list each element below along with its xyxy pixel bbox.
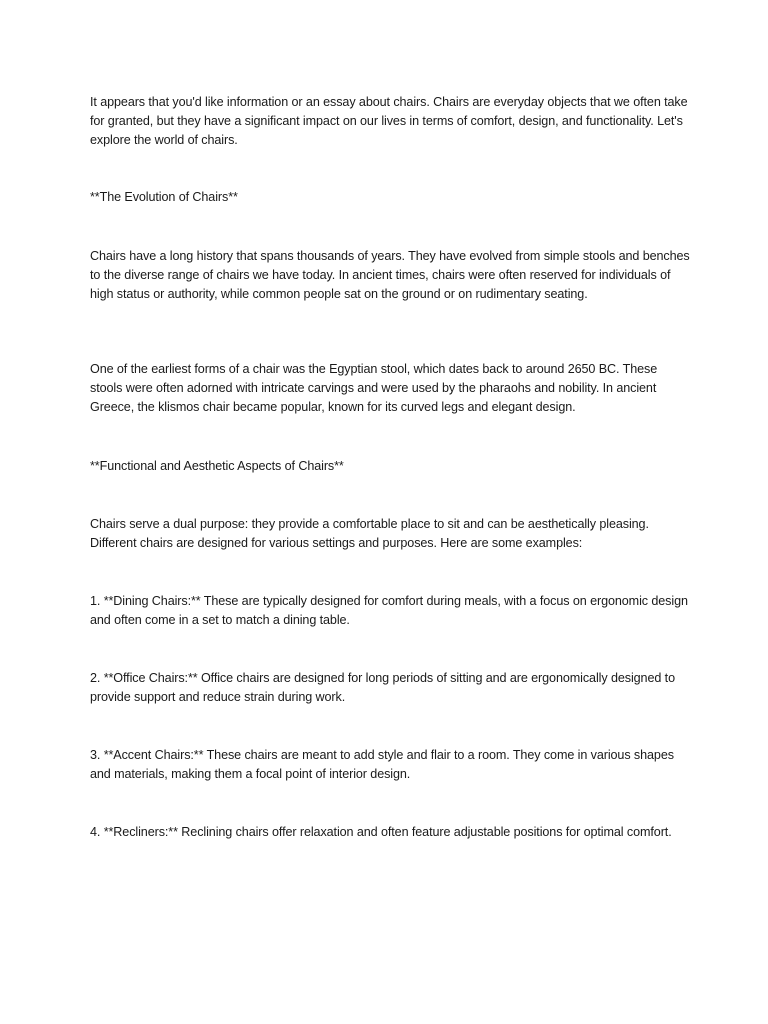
section-heading-functional: **Functional and Aesthetic Aspects of Chairs** [90, 459, 344, 473]
section-heading-evolution: **The Evolution of Chairs** [90, 190, 238, 204]
evolution-paragraph-1: Chairs have a long history that spans thousands of years. They have evolved from simple stools and benches to the diverse range of chairs we have today. In ancient times, chairs were often reserved for individuals of high status or authority, while common people sat on the ground or on rudimentary seating. [90, 249, 690, 302]
functional-paragraph: Chairs serve a dual purpose: they provide a comfortable place to sit and can be aesthetically pleasing. Different chairs are designed for various settings and purposes. Here are some examples: [90, 517, 649, 551]
list-item-dining-chairs: 1. **Dining Chairs:** These are typically designed for comfort during meals, with a focus on ergonomic design and often come in a set to match a dining table. [90, 594, 688, 628]
list-item-recliners: 4. **Recliners:** Reclining chairs offer relaxation and often feature adjustable positions for optimal comfort. [90, 825, 672, 839]
intro-paragraph: It appears that you'd like information or an essay about chairs. Chairs are everyday objects that we often take for granted, but they have a significant impact on our lives in terms of comfort, design, and functionality. Let's explore the world of chairs. [90, 95, 688, 148]
list-item-office-chairs: 2. **Office Chairs:** Office chairs are designed for long periods of sitting and are ergonomically designed to provide support and reduce strain during work. [90, 671, 675, 705]
list-item-accent-chairs: 3. **Accent Chairs:** These chairs are meant to add style and flair to a room. They come in various shapes and materials, making them a focal point of interior design. [90, 748, 674, 782]
evolution-paragraph-2: One of the earliest forms of a chair was the Egyptian stool, which dates back to around 2650 BC. These stools were often adorned with intricate carvings and were used by the pharaohs and nobility. In ancient Greece, the klismos chair became popular, known for its curved legs and elegant design. [90, 362, 658, 415]
